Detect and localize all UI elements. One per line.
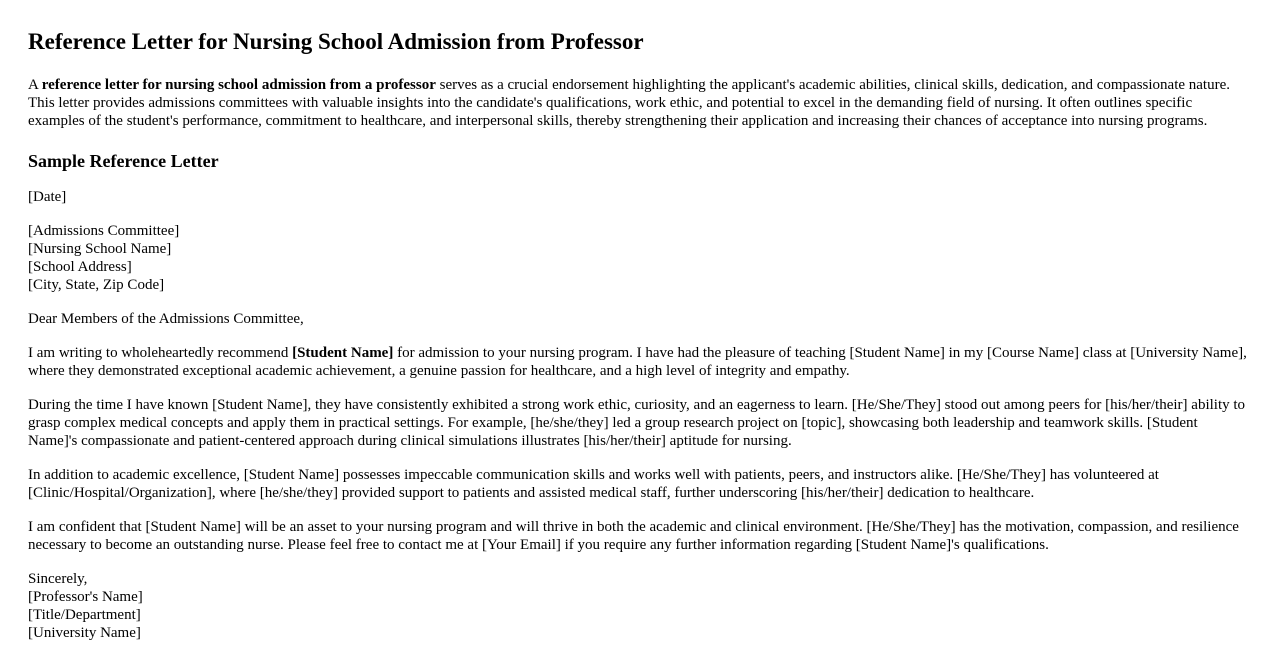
address-line: [Nursing School Name] — [28, 241, 172, 257]
document — [28, 0, 1250, 642]
letter-paragraph-4: I am confident that [Student Name] will be an asset to your nursing program and will thrive in both the academic and clinical environment. [He/She/They] has the motivation, compassion, and resilience necessary to become an outstanding nurse. Please feel free to contact me at [Your Email] if you require any further information regarding [Student Name]'s qualifications. — [28, 519, 1239, 553]
letter-paragraph-3: In addition to academic excellence, [Student Name] possesses impeccable communication skills and works well with patients, peers, and instructors alike. [He/She/They] has volunteered at [Clinic/Hospital/Organization], where [he/she/they] provided support to patients and assisted medical staff, further underscoring [his/her/their] dedication to healthcare. — [28, 467, 1159, 501]
recipient-address — [28, 222, 1250, 294]
sample-letter-heading: Sample Reference Letter — [28, 151, 219, 171]
letter-paragraph-1 — [28, 344, 1250, 380]
signer-title: [Title/Department] — [28, 607, 141, 623]
letter-paragraph-2: During the time I have known [Student Name], they have consistently exhibited a strong work ethic, curiosity, and an eagerness to learn. [He/She/They] stood out among peers for [his/her/their] ability to grasp complex medical concepts and apply them in practical settings. For example, [he/she/they] led a group research project on [topic], showcasing both leadership and teamwork skills. [Student Name]'s compassionate and patient-centered approach during clinical simulations illustrates [his/her/their] aptitude for nursing. — [28, 397, 1246, 449]
salutation: Dear Members of the Admissions Committee, — [28, 311, 304, 327]
para1-prefix: I am writing to wholeheartedly recommend — [28, 345, 293, 361]
para1-rest: for admission to your nursing program. I have had the pleasure of teaching [Student Name] in my [Course Name] class at [University Name], where they demonstrated exceptional academic achievement, a genuine passion for healthcare, and a high level of integrity and empathy. — [28, 345, 1247, 379]
closing: Sincerely, — [28, 571, 88, 587]
signer-name: [Professor's Name] — [28, 589, 143, 605]
address-line: [City, State, Zip Code] — [28, 277, 165, 293]
signature-block — [28, 570, 1250, 642]
para1-student-name: [Student Name] — [292, 345, 394, 361]
intro-rest: serves as a crucial endorsement highlighting the applicant's academic abilities, clinical skills, dedication, and compassionate nature. This letter provides admissions committees with valuable insights into the candidate's qualifications, work ethic, and potential to excel in the demanding field of nursing. It often outlines specific examples of the student's performance, commitment to healthcare, and interpersonal skills, thereby strengthening their application and increasing their chances of acceptance into nursing programs. — [28, 77, 1231, 129]
intro-paragraph — [28, 76, 1250, 130]
intro-prefix: A — [28, 77, 42, 93]
address-line: [Admissions Committee] — [28, 223, 180, 239]
letter-date: [Date] — [28, 189, 67, 205]
signer-university: [University Name] — [28, 625, 141, 641]
address-line: [School Address] — [28, 259, 132, 275]
intro-bold-phrase: reference letter for nursing school admission from a professor — [41, 77, 436, 93]
page-title: Reference Letter for Nursing School Admission from Professor — [28, 29, 644, 54]
